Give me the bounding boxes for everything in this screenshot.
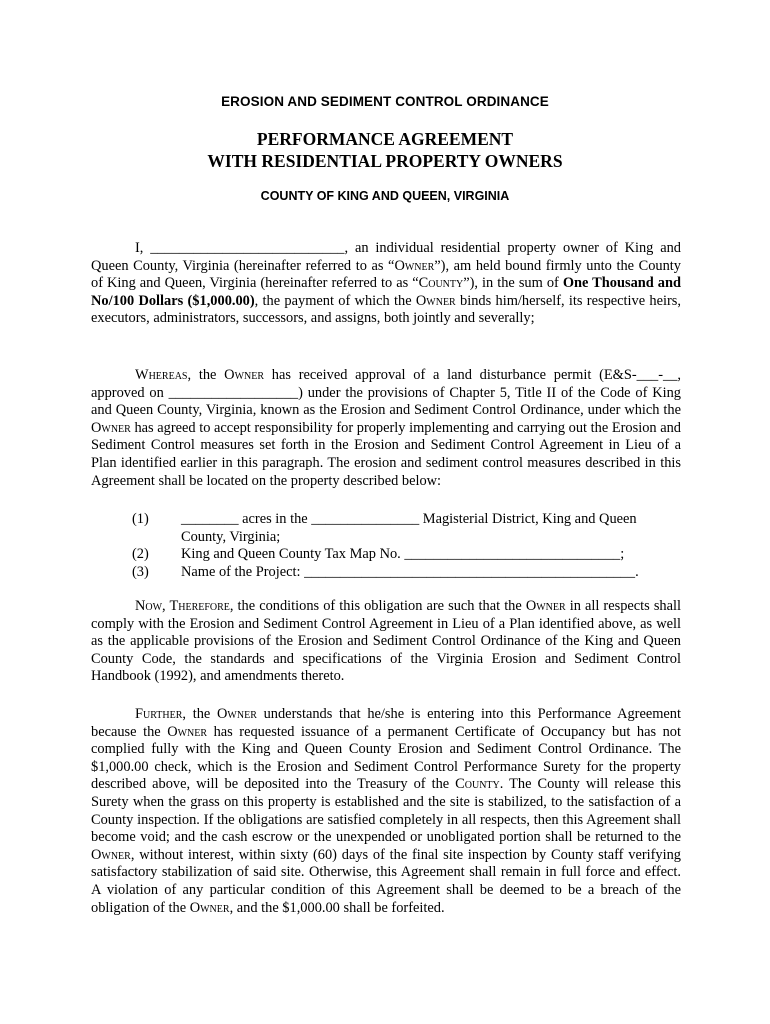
agreement-title-line-2: WITH RESIDENTIAL PROPERTY OWNERS [207,151,563,171]
ordinance-heading: EROSION AND SEDIMENT CONTROL ORDINANCE [221,94,549,109]
paragraph-whereas: Whereas, the Owner has received approval of a land disturbance permit (E&S-___-__, approved on __________________) under the provisions of Chapter 5, Title II of the Code of King and Queen County, Virginia, known as the Erosion and Sediment Control Ordinance, under which the Owner has agreed to accept responsibility for properly implementing and carrying out the Erosion and Sediment Control measures set forth in the Erosion and Sediment Control Agreement in Lieu of a Plan identified earlier in this paragraph. The erosion and sediment control measures described in this Agreement shall be located on the property described below: [91,367,682,489]
list-item: (1) ________ acres in the _______________ Magisterial District, King and Queen County, Virginia; [132,511,637,545]
agreement-title-line-1: PERFORMANCE AGREEMENT [256,129,514,149]
county-heading: COUNTY OF KING AND QUEEN, VIRGINIA [260,189,510,203]
list-item: (3) Name of the Project: ______________________________________________. [132,563,639,580]
paragraph-bond: I, ___________________________, an individual residential property owner of King and Queen County, Virginia (hereinafter referred to as “Owner”), am held bound firmly unto the County of King and Queen, Virginia (hereinafter referred to as “County”), in the sum of One Thousand and No/100 Dollars ($1,000.00), the payment of which the Owner binds him/herself, its respective heirs, executors, administrators, successors, and assigns, both jointly and severally; [91,240,682,327]
list-item: (2) King and Queen County Tax Map No. ______________________________; [132,546,625,563]
paragraph-further: Further, the Owner understands that he/she is entering into this Performance Agreement because the Owner has requested issuance of a permanent Certificate of Occupancy but has not complied fully with the King and Queen County Erosion and Sediment Control Ordinance. The $1,000.00 check, which is the Erosion and Sediment Control Performance Surety for the property described above, will be deposited into the Treasury of the County. The County will release this Surety when the grass on this property is established and the site is stabilized, to the satisfaction of a County inspection. If the obligations are satisfied completely in all respects, then this Agreement shall become void; and the cash escrow or the unexpended or unobligated portion shall be returned to the Owner, without interest, within sixty (60) days of the final site inspection by County staff verifying satisfactory stabilization of said site. Otherwise, this Agreement shall remain in full force and effect. A violation of any particular condition of this Agreement shall be deemed to be a breach of the obligation of the Owner, and the $1,000.00 shall be forfeited. [91,706,681,916]
property-list [91,511,681,581]
paragraph-now-therefore: Now, Therefore, the conditions of this obligation are such that the Owner in all respects shall comply with the Erosion and Sediment Control Agreement in Lieu of a Plan identified above, as well as the applicable provisions of the Erosion and Sediment Control Ordinance of the King and Queen County Code, the standards and specifications of the Virginia Erosion and Sediment Control Handbook (1992), and amendments thereto. [91,598,681,685]
